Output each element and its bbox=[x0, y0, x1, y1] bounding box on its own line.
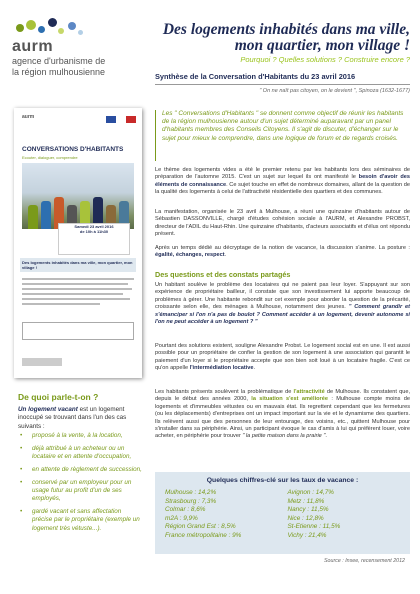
paragraph-highlight: l'attractivité bbox=[293, 389, 325, 395]
source-note: Source : Insee, recensement 2012 bbox=[324, 558, 405, 564]
flyer-body-text bbox=[22, 278, 134, 308]
paragraph-text: Après un temps dédié au décryptage de la notion de vacance, la discussion s'anime. La posture : bbox=[155, 245, 410, 251]
key-figure: Avignon : 14,7% bbox=[287, 489, 334, 496]
key-figures-grid bbox=[165, 489, 400, 539]
key-figure: Colmar : 8,6% bbox=[165, 506, 206, 513]
flyer-person bbox=[28, 205, 38, 229]
flyer-photo bbox=[22, 163, 134, 229]
definition-item: • en attente de règlement de succession, bbox=[18, 466, 143, 474]
logo-subtitle bbox=[12, 56, 152, 78]
flyer-date: Samedi 23 avril 2016 bbox=[74, 224, 114, 229]
logo-dot bbox=[26, 20, 36, 30]
paragraph-quote: " la petite maison dans la prairie " bbox=[242, 433, 326, 440]
logo-dot bbox=[68, 22, 76, 30]
intro-box: Les " Conversations d'Habitants " se donnent comme objectif de réunir les habitants de la région mulhousienne autour d'un sujet déterminé auparavant par un panel d'habitants membres des Conseils Citoyens. Il s'agit de discuter, d'échanger sur le sujet pour mieux le comprendre, dans une logique de forum et de regards croisés. bbox=[155, 110, 405, 161]
paragraph-text: Le thème des logements vides a été le premier retenu par les habitants lors des séminaires de préparation de l'automne 2015. C'est un sujet sur lequel ils ont manifesté le bbox=[155, 167, 410, 181]
key-figure: Nice : 12,8% bbox=[287, 514, 324, 522]
key-figure: m2A : 9,9% bbox=[165, 514, 198, 522]
logo-dot bbox=[38, 26, 45, 33]
paragraph-text: . Ce sujet touche en effet de nombreux domaines, allant de la question de la qualité des logements à celui de l'attractivité résidentielle des quartiers et des communes. bbox=[155, 181, 411, 196]
key-figures-box bbox=[155, 472, 410, 554]
definition-title: De quoi parle-t-on ? bbox=[18, 392, 99, 402]
synthesis-title: Synthèse de la Conversation d'Habitants du 23 avril 2016 bbox=[155, 72, 356, 81]
paragraph-bold: l'intermédiation locative bbox=[189, 365, 254, 372]
definition-term: Un logement vacant bbox=[18, 406, 78, 413]
spinoza-quote: " On ne naît pas citoyen, on le devient ", Spinoza (1632-1677) bbox=[259, 88, 410, 94]
paragraph-tenants bbox=[155, 282, 410, 326]
definition-item: • déjà attribué à un acheteur ou un locataire et en attente d'occupation, bbox=[18, 445, 143, 462]
paragraph-event: La manifestation, organisée le 23 avril à Mulhouse, a réuni une quinzaine d'habitants autour de Sébastien DASSONVILLE, chargé d'études cohésion sociale à l'AURM, et Alexandre PROBST, directeur de l'ADIL du Haut-Rhin. Une quinzaine d'habitants, d'acteurs associatifs et d'élus ont répondu présent. bbox=[155, 209, 410, 238]
paragraph-bold: égalité, échanges, respect bbox=[155, 252, 225, 259]
logo-dot bbox=[16, 24, 24, 32]
paragraph-attractivity bbox=[155, 389, 410, 441]
key-figure: St-Etienne : 11,5% bbox=[287, 523, 341, 530]
key-figure: Vichy : 21,4% bbox=[287, 531, 327, 539]
key-figure: Mulhouse : 14,2% bbox=[165, 489, 217, 496]
definition-item: • gardé vacant et sans affectation précise par le propriétaire (exemple un logement très vétuste...). bbox=[18, 508, 143, 533]
definition-item: • conservé par un employeur pour un usage futur au profit d'un de ses employés, bbox=[18, 479, 143, 504]
flyer-date-box bbox=[58, 223, 130, 255]
flyer-registration-box bbox=[22, 322, 134, 340]
paragraph-posture bbox=[155, 245, 410, 260]
flyer-person bbox=[41, 201, 51, 229]
flyer-logo: aurm bbox=[22, 114, 35, 120]
logo-dot bbox=[48, 18, 57, 27]
paragraph-text: de Mulhouse. Ils constatent que, depuis le début des années 2000, bbox=[155, 389, 410, 403]
divider bbox=[155, 84, 410, 85]
paragraph-bold: besoin d'avoir des éléments de connaissance bbox=[155, 174, 410, 188]
paragraph-theme bbox=[155, 167, 410, 197]
logo-dot bbox=[58, 28, 64, 34]
paragraph-quote: " Comment grandir et s'émanciper si l'on n'a pas de boulot ? Comment accéder à un logement, devenir autonome si l'on ne peut accéder à un logement ? " bbox=[155, 304, 410, 326]
page-subheadline: Pourquoi ? Quelles solutions ? Construire encore ? bbox=[240, 55, 410, 64]
flyer-time: de 10h à 11h30 bbox=[79, 229, 109, 234]
flyer-theme-band: Des logements inhabités dans ma ville, mon quartier, mon village ! bbox=[20, 258, 136, 272]
logo-subtitle-line1: agence d'urbanisme de bbox=[12, 56, 106, 66]
paragraph-text: Un habitant soulève le problème des locataires qui ne paient pas leur loyer. S'appuyant sur son expérience de propriétaire bailleur, il constate que son investissement lui apporte beaucoup de problèmes à gérer. Une habitante rebondit sur cet exemple pour aborder la question de la précarité, croissante selon elle, des ménages à Mulhouse, notamment des jeunes. bbox=[155, 282, 410, 311]
paragraph-highlight: la situation s'est améliorée bbox=[251, 396, 328, 403]
paragraph-text: Les habitants présents soulèvent la problématique de bbox=[155, 389, 294, 395]
definition-list bbox=[18, 432, 143, 537]
key-figure: Nancy : 11,5% bbox=[287, 506, 329, 513]
flyer-footer bbox=[22, 358, 62, 366]
key-figure: France métropolitaine : 9% bbox=[165, 531, 242, 539]
definition-item: • proposé à la vente, à la location, bbox=[18, 432, 143, 440]
logo-dots-icon bbox=[12, 14, 152, 42]
key-figure: Région Grand Est : 8,5% bbox=[165, 523, 236, 530]
flyer-thumbnail bbox=[14, 108, 142, 378]
flyer-title: CONVERSATIONS D'HABITANTS bbox=[22, 146, 124, 153]
flyer-partner-logos bbox=[106, 116, 136, 123]
key-figures-title: Quelques chiffres-clé sur les taux de vacance : bbox=[206, 477, 359, 484]
definition-text: est un logement inoccupé se trouvant dans l'un des cas suivants : bbox=[18, 406, 127, 430]
flyer-subtitle: Ecouter, dialoguer, comprendre bbox=[22, 155, 78, 160]
paragraph-text: . bbox=[325, 433, 327, 440]
aurm-logo bbox=[12, 14, 152, 78]
definition-intro bbox=[18, 406, 143, 431]
logo-subtitle-line2: la région mulhousienne bbox=[12, 67, 106, 77]
paragraph-text: : Mulhouse compte moins de logements et d'immeubles vétustes ou en mauvais état. Ils regrettent cependant que les fermetures (ou les déplacements) d'entreprises ont un impact important sur la vie et le dynamisme des quartiers. Ils relèvent aussi que des personnes de leur entourage, des voisins, etc., quittent Mulhouse pour s'installer dans sa périphérie. Ainsi, un participant évoque le cas d'amis à lui qui préfèrent louer, voire acheter, en périphérie pour trouver bbox=[155, 396, 411, 440]
key-figure: Strasbourg : 7,3% bbox=[165, 497, 217, 505]
section-title: Des questions et des constats partagés bbox=[155, 270, 291, 279]
paragraph-text: . bbox=[253, 365, 256, 372]
paragraph-solutions bbox=[155, 343, 410, 373]
paragraph-text: . bbox=[224, 252, 227, 259]
logo-word: aurm bbox=[12, 38, 54, 55]
key-figure: Metz : 11,8% bbox=[287, 497, 325, 505]
page-headline: Des logements inhabités dans ma ville, mon quartier, mon village ! bbox=[162, 21, 410, 54]
logo-dot bbox=[78, 30, 83, 35]
paragraph-text: Pourtant des solutions existent, souligne Alexandre Probst. Le logement social est en une. Il est aussi possible pour un propriétaire de confier la gestion de son logement à une association qui garantit le paiement d'un loyer si le propriétaire accepte que son bien soit loué à un locataire fragile. C'est ce qu'on appelle bbox=[155, 343, 410, 372]
